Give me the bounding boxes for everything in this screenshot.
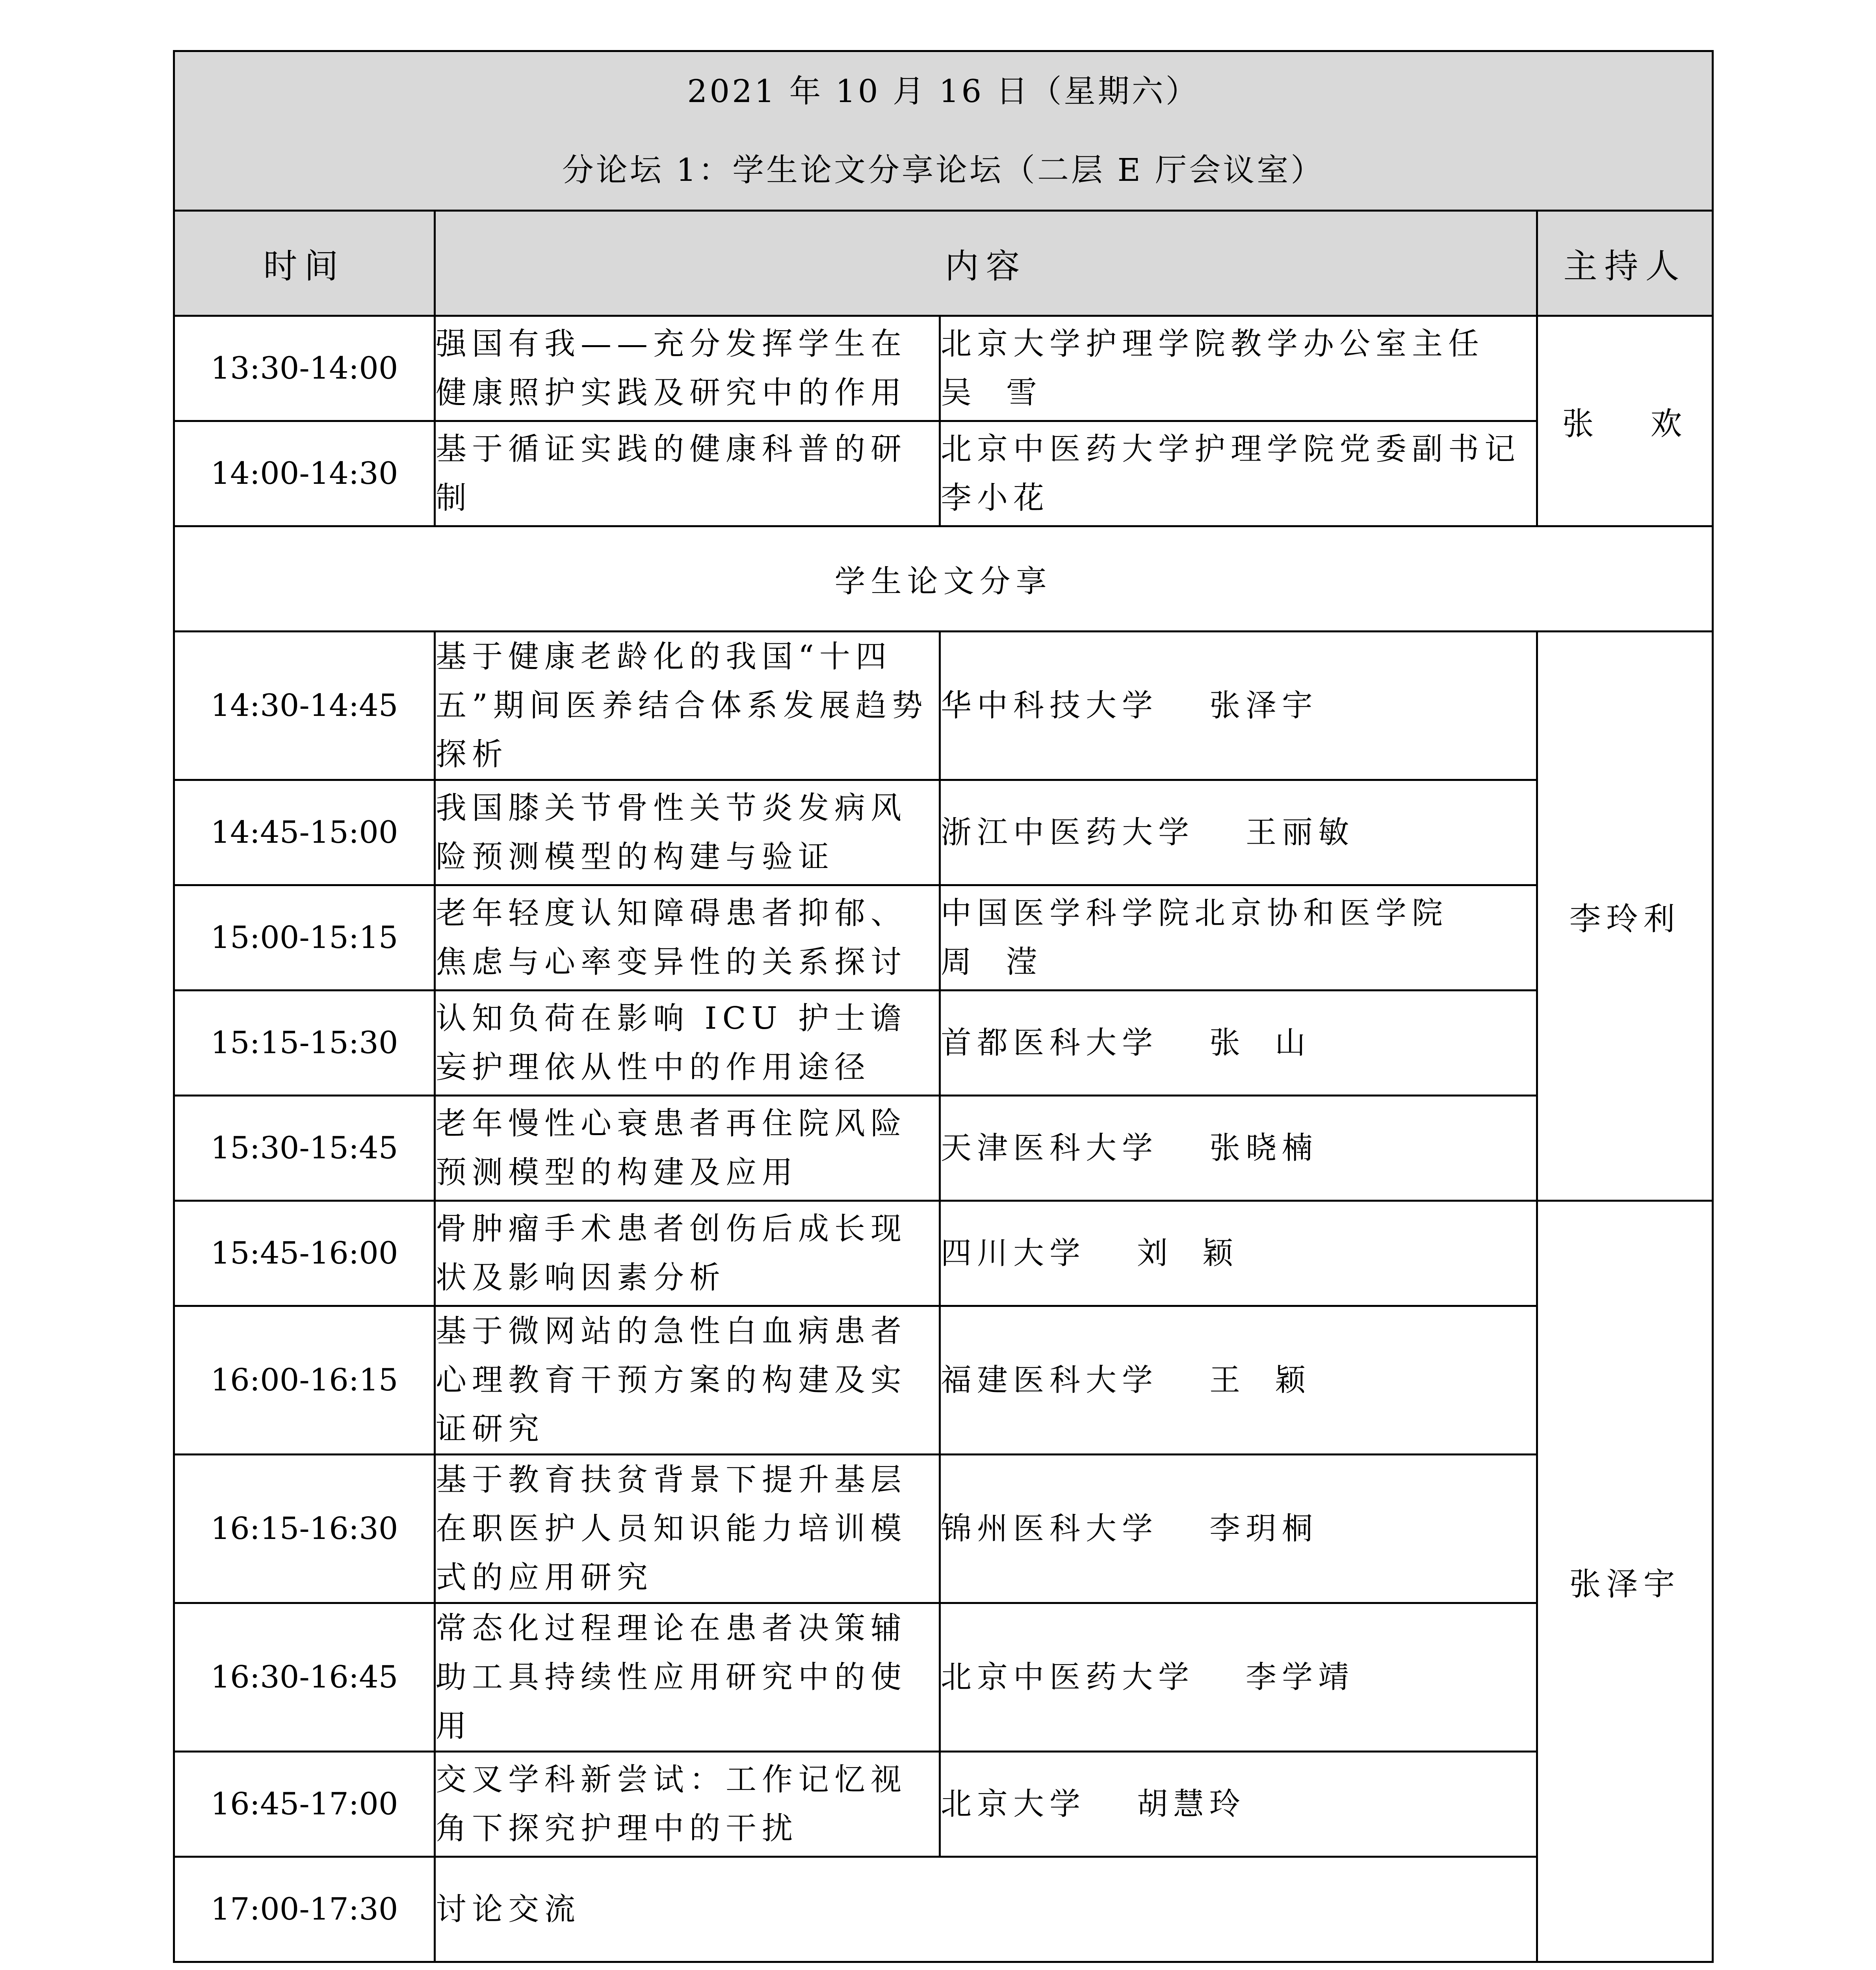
speaker-affiliation: 锦州医科大学	[941, 1511, 1159, 1546]
speaker-name: 李小花	[941, 480, 1050, 516]
speaker-affiliation: 华中科技大学	[941, 688, 1159, 723]
table-row	[174, 632, 1713, 780]
table-row	[174, 1603, 1713, 1752]
time-cell: 16:15-16:30	[174, 1455, 435, 1603]
table-row	[174, 991, 1713, 1096]
table-row	[174, 885, 1713, 991]
table-row	[174, 1857, 1713, 1962]
speaker-affiliation: 北京中医药大学护理学院党委副书记	[941, 431, 1521, 467]
speaker-name-part: 颖	[1275, 1362, 1311, 1398]
speaker-affiliation: 北京中医药大学	[941, 1660, 1195, 1695]
host-cell: 张泽宇	[1537, 1201, 1713, 1962]
speaker-affiliation: 首都医科大学	[941, 1025, 1159, 1061]
topic-cell: 骨肿瘤手术患者创伤后成长现状及影响因素分析	[435, 1201, 940, 1306]
speaker-name: 王丽敏	[1246, 815, 1355, 850]
time-cell: 15:00-15:15	[174, 885, 435, 991]
time-cell: 17:00-17:30	[174, 1857, 435, 1962]
table-row	[174, 1096, 1713, 1201]
title-row	[174, 51, 1713, 211]
speaker-cell	[940, 885, 1537, 991]
topic-cell: 我国膝关节骨性关节炎发病风险预测模型的构建与验证	[435, 780, 940, 885]
table-row	[174, 1455, 1713, 1603]
speaker-name-part: 滢	[1006, 944, 1043, 980]
speaker-affiliation: 北京大学护理学院教学办公室主任	[941, 326, 1485, 362]
speaker-name: 胡慧玲	[1137, 1786, 1246, 1822]
speaker-affiliation: 四川大学	[941, 1236, 1086, 1271]
speaker-affiliation: 浙江中医药大学	[941, 815, 1195, 850]
time-cell: 16:45-17:00	[174, 1752, 435, 1857]
table-row	[174, 780, 1713, 885]
speaker-name: 张泽宇	[1209, 688, 1319, 723]
time-cell: 16:30-16:45	[174, 1603, 435, 1752]
speaker-cell	[940, 1603, 1537, 1752]
speaker-name-part: 张	[1209, 1025, 1246, 1061]
table-row	[174, 421, 1713, 526]
topic-cell: 老年轻度认知障碍患者抑郁、焦虑与心率变异性的关系探讨	[435, 885, 940, 991]
time-cell: 14:00-14:30	[174, 421, 435, 526]
speaker-name-part: 吴	[941, 375, 977, 411]
speaker-affiliation: 北京大学	[941, 1786, 1086, 1822]
header-time: 时间	[174, 211, 435, 316]
topic-cell: 常态化过程理论在患者决策辅助工具持续性应用研究中的使用	[435, 1603, 940, 1752]
speaker-name: 李学靖	[1246, 1660, 1355, 1695]
speaker-cell	[940, 421, 1537, 526]
date-title: 2021 年 10 月 16 日（星期六）	[687, 73, 1200, 110]
speaker-name: 张晓楠	[1209, 1130, 1319, 1166]
host-cell: 李玲利	[1537, 632, 1713, 1201]
speaker-cell	[940, 780, 1537, 885]
topic-cell: 交叉学科新尝试：工作记忆视角下探究护理中的干扰	[435, 1752, 940, 1857]
topic-cell: 认知负荷在影响 ICU 护士谵妄护理依从性中的作用途径	[435, 991, 940, 1096]
topic-cell: 基于循证实践的健康科普的研制	[435, 421, 940, 526]
table-row	[174, 316, 1713, 421]
speaker-name-part: 山	[1275, 1025, 1311, 1061]
host-name-part: 欢	[1650, 405, 1688, 442]
host-cell	[1537, 316, 1713, 526]
time-cell: 15:30-15:45	[174, 1096, 435, 1201]
table-row	[174, 1201, 1713, 1306]
speaker-name-part: 雪	[1006, 375, 1043, 411]
header-row	[174, 211, 1713, 316]
section-row	[174, 526, 1713, 632]
speaker-cell	[940, 1455, 1537, 1603]
speaker-name-part: 颖	[1202, 1236, 1239, 1271]
section-title: 学生论文分享	[174, 526, 1713, 632]
topic-cell: 老年慢性心衰患者再住院风险预测模型的构建及应用	[435, 1096, 940, 1201]
speaker-name-part: 周	[941, 944, 977, 980]
speaker-cell	[940, 1306, 1537, 1455]
topic-cell: 讨论交流	[435, 1857, 1537, 1962]
speaker-cell	[940, 991, 1537, 1096]
title-cell	[174, 51, 1713, 211]
time-cell: 15:45-16:00	[174, 1201, 435, 1306]
speaker-cell	[940, 1096, 1537, 1201]
speaker-cell	[940, 1201, 1537, 1306]
speaker-name-part: 王	[1209, 1362, 1246, 1398]
schedule-table	[173, 50, 1714, 1963]
header-content: 内容	[435, 211, 1537, 316]
speaker-affiliation: 福建医科大学	[941, 1362, 1159, 1398]
topic-cell: 强国有我——充分发挥学生在健康照护实践及研究中的作用	[435, 316, 940, 421]
time-cell: 13:30-14:00	[174, 316, 435, 421]
speaker-name: 李玥桐	[1209, 1511, 1319, 1546]
host-name-part: 张	[1562, 405, 1599, 442]
topic-cell: 基于微网站的急性白血病患者心理教育干预方案的构建及实证研究	[435, 1306, 940, 1455]
topic-cell: 基于健康老龄化的我国“十四五”期间医养结合体系发展趋势探析	[435, 632, 940, 780]
speaker-cell	[940, 632, 1537, 780]
forum-title: 分论坛 1：学生论文分享论坛（二层 E 厅会议室）	[562, 152, 1325, 188]
speaker-name-part: 刘	[1137, 1236, 1174, 1271]
table-row	[174, 1306, 1713, 1455]
speaker-affiliation: 天津医科大学	[941, 1130, 1159, 1166]
time-cell: 14:30-14:45	[174, 632, 435, 780]
table-row	[174, 1752, 1713, 1857]
time-cell: 14:45-15:00	[174, 780, 435, 885]
header-host: 主持人	[1537, 211, 1713, 316]
speaker-cell	[940, 1752, 1537, 1857]
topic-cell: 基于教育扶贫背景下提升基层在职医护人员知识能力培训模式的应用研究	[435, 1455, 940, 1603]
time-cell: 16:00-16:15	[174, 1306, 435, 1455]
speaker-cell	[940, 316, 1537, 421]
speaker-affiliation: 中国医学科学院北京协和医学院	[941, 896, 1449, 931]
time-cell: 15:15-15:30	[174, 991, 435, 1096]
